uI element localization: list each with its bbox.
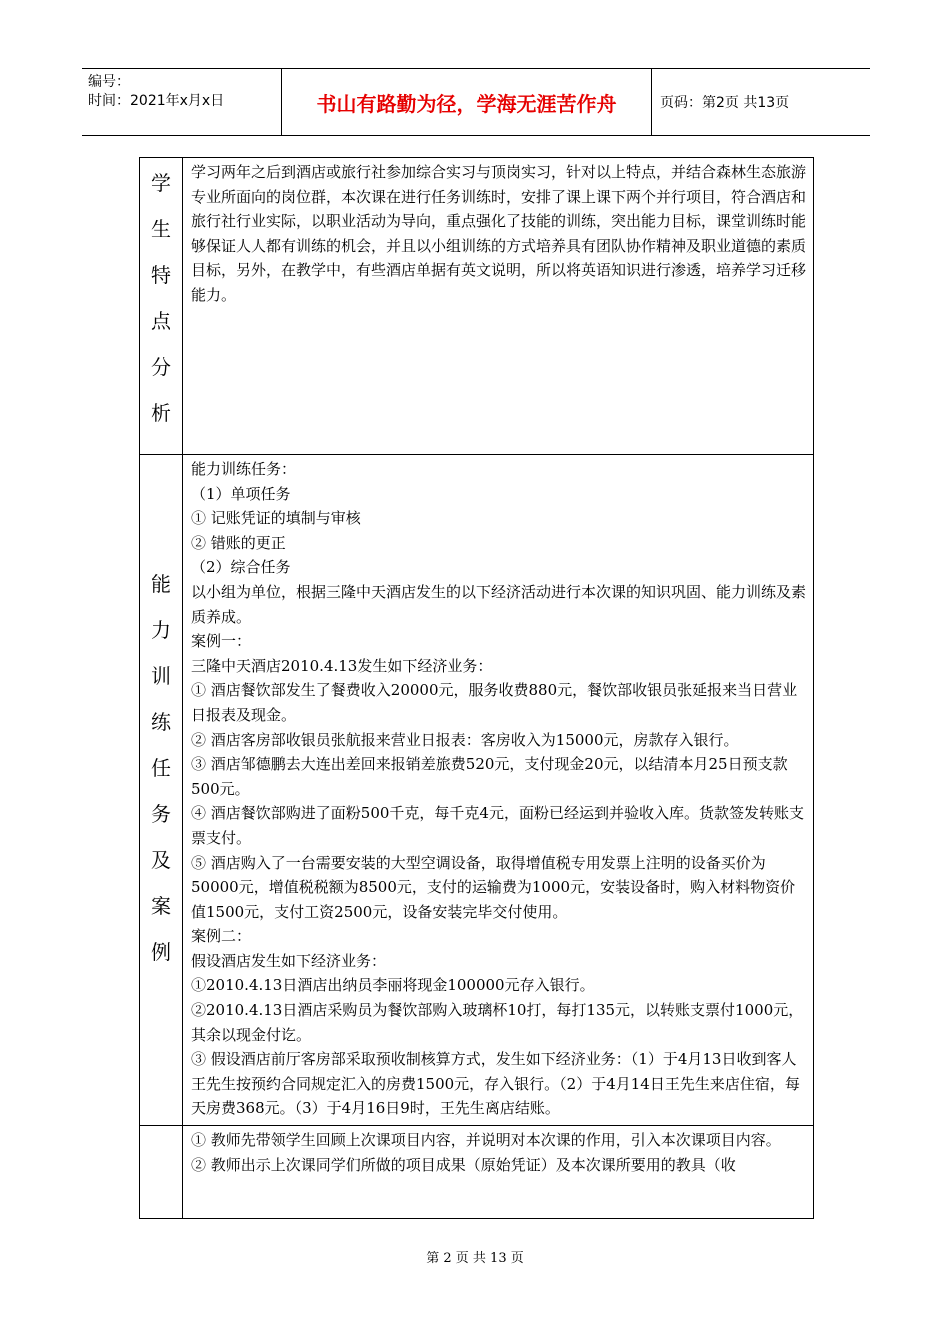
section-paragraph: 案例二： [191,927,252,946]
section-paragraph: 假设酒店发生如下经济业务： [191,951,387,970]
page-footer: 第 2 页 共 13 页 [426,1251,524,1266]
section-paragraph: ⑤ 酒店购入了一台需要安装的大型空调设备，取得增值税专用发票上注明的设备买价为50000元，增值税税额为8500元，支付的运输费为1000元，安装设备时，购入材料物资价值1500元，支付工资2500元，设备安装完毕交付使用。 [191,853,796,921]
section-paragraph: ② 教师出示上次课同学们所做的项目成果（原始凭证）及本次课所要用的教具（收 [191,1155,736,1174]
section-label-char: 例 [151,940,171,964]
section-paragraph: ② 错账的更正 [191,533,286,552]
section-paragraph: 以小组为单位，根据三隆中天酒店发生的以下经济活动进行本次课的知识巩固、能力训练及素质养成。 [191,582,807,626]
document-number-label: 编号： [88,74,130,90]
section-label-char: 案 [151,894,171,918]
section-content-training-tasks [183,455,814,1126]
section-label-char: 任 [151,756,171,780]
table-row-teaching-process [140,1126,814,1219]
section-label-student-analysis [140,158,183,455]
header-meta [82,69,282,135]
section-label-char: 点 [151,309,171,333]
page-header [82,68,870,136]
header-motto: 书山有路勤为径，学海无涯苦作舟 [282,69,652,135]
section-paragraph: ①2010.4.13日酒店出纳员李丽将现金100000元存入银行。 [191,976,595,995]
section-paragraph: 案例一： [191,632,252,651]
section-paragraph: ② 酒店客房部收银员张航报来营业日报表：客房收入为15000元，房款存入银行。 [191,730,739,749]
section-paragraph: 学习两年之后到酒店或旅行社参加综合实习与顶岗实习，针对以上特点，并结合森林生态旅游专业所面向的岗位群，本次课在进行任务训练时，安排了课上课下两个并行项目，符合酒店和旅行社行业实际，以职业活动为导向，重点强化了技能的训练，突出能力目标，课堂训练时能够保证人人都有训练的机会，并且以小组训练的方式培养具有团队协作精神及职业道德的素质目标，另外，在教学中，有些酒店单据有英文说明，所以将英语知识进行渗透，培养学习迁移能力。 [191,163,807,304]
section-label-char: 分 [151,355,171,379]
section-paragraph: ③ 酒店邹德鹏去大连出差回来报销差旅费520元，支付现金20元，以结清本月25日预支款500元。 [191,755,788,798]
table-row-student-analysis [140,158,814,455]
section-label-teaching-process [140,1126,183,1219]
section-paragraph: （1）单项任务 [191,484,291,503]
section-content-student-analysis [183,158,814,455]
table-row-training-tasks [140,455,814,1126]
section-label-char: 析 [151,401,171,425]
section-paragraph: ① 记账凭证的填制与审核 [191,509,361,528]
section-paragraph: ④ 酒店餐饮部购进了面粉500千克，每千克4元，面粉已经运到并验收入库。货款签发转账支票支付。 [191,804,804,847]
section-paragraph: ②2010.4.13日酒店采购员为餐饮部购入玻璃杯10打，每打135元，以转账支票付1000元，其余以现金付讫。 [191,1001,804,1044]
section-label-char: 特 [151,263,171,287]
section-label-training-tasks [140,455,183,1126]
header-page-info: 页码：第2页 共13页 [660,95,790,111]
section-label-char: 训 [151,664,171,688]
section-paragraph: 能力训练任务： [191,460,297,478]
section-paragraph: （2）综合任务 [191,558,291,577]
lesson-plan-table [139,157,814,1219]
section-label-char: 务 [151,802,171,826]
section-label-char: 力 [151,618,171,642]
section-label-char: 练 [151,710,171,734]
section-paragraph: ① 教师先带领学生回顾上次课项目内容，并说明对本次课的作用，引入本次课项目内容。 [191,1131,781,1150]
section-label-char: 及 [151,848,171,872]
section-paragraph: ③ 假设酒店前厅客房部采取预收制核算方式，发生如下经济业务：（1）于4月13日收到客人王先生按预约合同规定汇入的房费1500元，存入银行。（2）于4月14日王先生来店住宿，每天房费368元。（3）于4月16日9时，王先生离店结账。 [191,1050,800,1118]
section-label-char: 能 [151,572,171,596]
section-paragraph: 三隆中天酒店2010.4.13发生如下经济业务： [191,656,493,675]
section-paragraph: ① 酒店餐饮部发生了餐费收入20000元，服务收费880元，餐饮部收银员张延报来当日营业日报表及现金。 [191,681,798,724]
section-label-char: 生 [151,217,171,241]
section-label-char: 学 [151,171,171,195]
section-content-teaching-process [183,1126,814,1219]
document-time-label: 时间：2021年x月x日 [88,93,225,109]
